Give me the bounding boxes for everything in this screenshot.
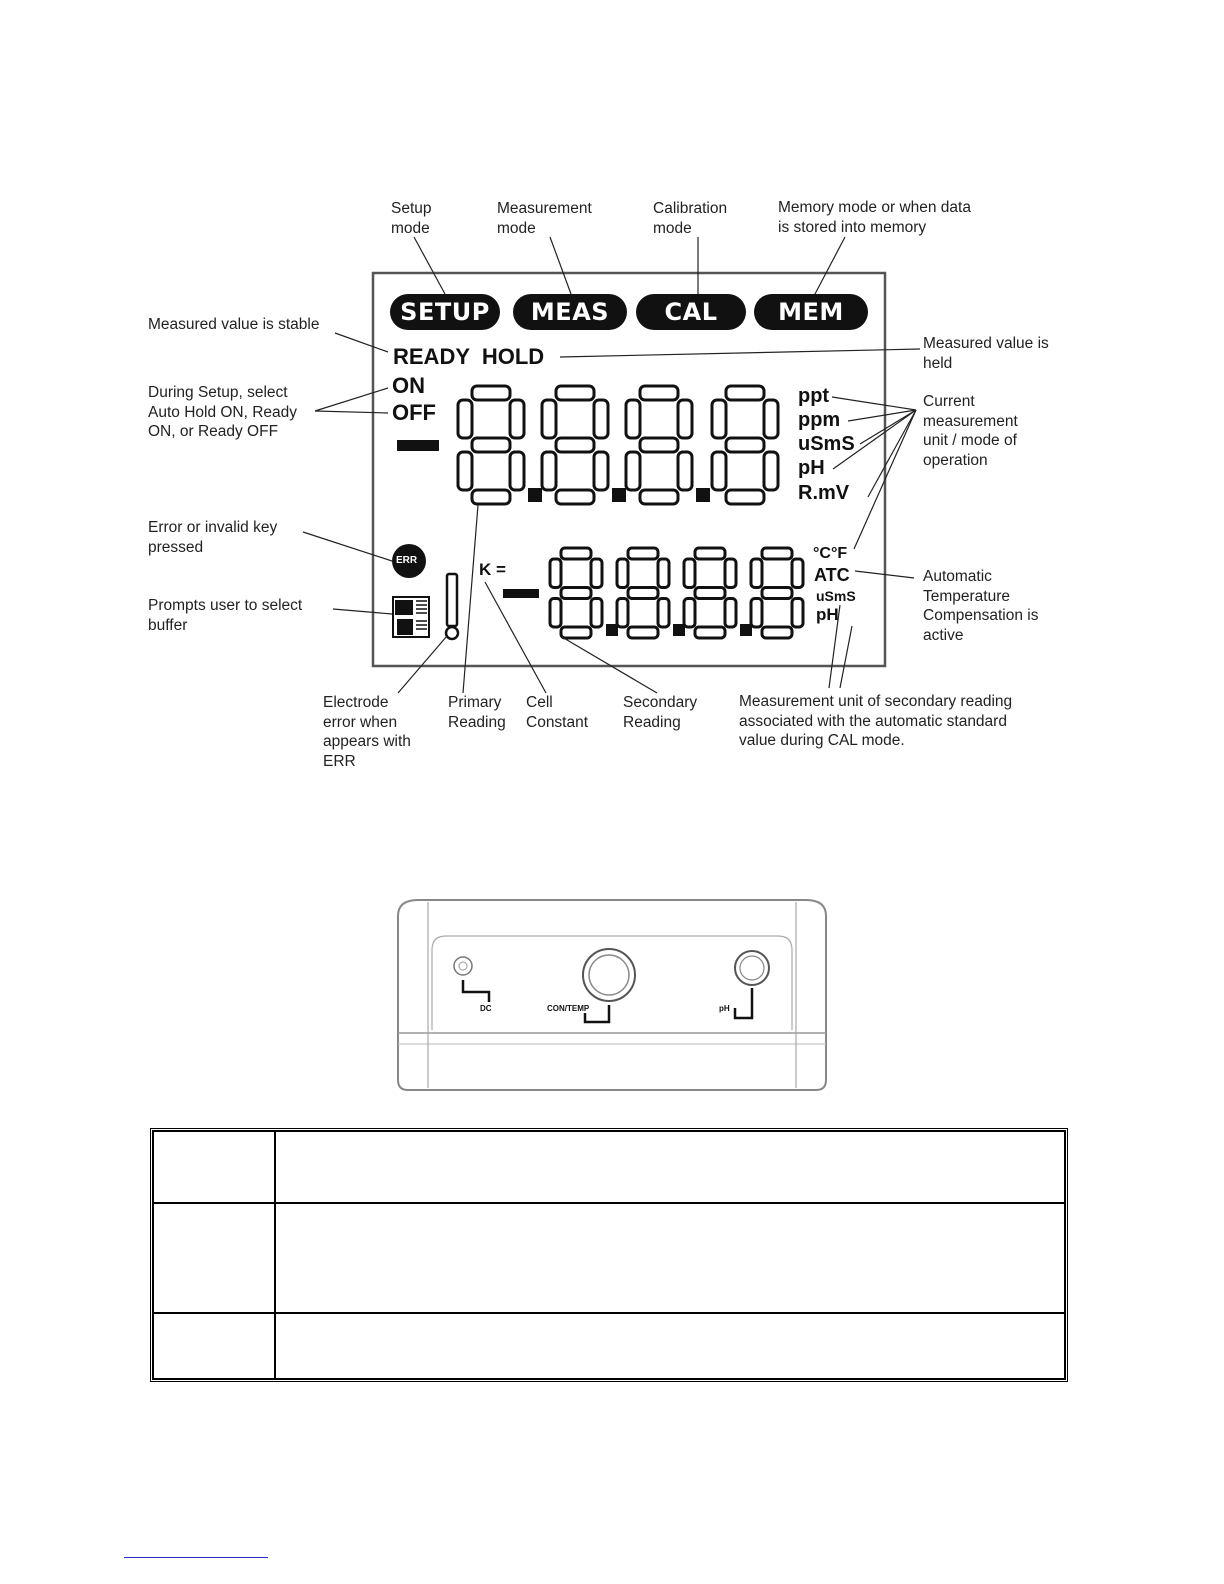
err-label: ERR [396,555,418,566]
secondary-digit-2 [617,548,669,638]
annotation-setup-mode: Setup mode [391,200,432,237]
annotation-stable: Measured value is stable [148,316,320,333]
table-cell [153,1203,275,1313]
annotation-during-setup: During Setup, select Auto Hold ON, Ready ON, or Ready OFF [148,384,298,440]
ph-connector-icon [735,951,769,1018]
annotation-current-unit: Current measurement unit / mode of operation [923,393,1018,469]
temp-unit-indicator: °C°F [813,545,848,562]
ready-hold-indicator: READY HOLD [393,344,545,369]
annotation-secondary-unit: Measurement unit of secondary reading associated with the automatic standard value during CAL mode. [739,693,1013,749]
annotation-primary-reading: Primary Reading [448,694,506,731]
table-row [153,1203,1065,1313]
meas-mode-pill: MEAS [513,294,627,330]
cell-constant-label: K = [479,560,506,579]
annotation-cell-constant: Cell Constant [526,694,589,731]
annotation-held: Measured value is held [923,335,1049,372]
unit-rmv: R.mV [798,482,850,504]
dc-port-label: DC [480,1004,492,1013]
annotation-memory-mode: Memory mode or when data is stored into memory [778,199,971,236]
secondary-digit-3 [684,548,736,638]
primary-digit-4 [712,386,778,504]
table-cell [275,1203,1065,1313]
secondary-unit-usms: uSmS [816,588,856,604]
annotation-electrode-error: Electrode error when appears with ERR [323,694,411,770]
on-indicator: ON [392,373,425,398]
primary-decimal-point-2 [612,488,626,502]
electrode-icon [446,574,458,639]
atc-indicator: ATC [814,565,850,585]
secondary-digit-4 [751,548,803,638]
annotation-measurement-mode: Measurement mode [497,200,592,237]
primary-minus-sign [397,440,439,451]
secondary-digit-1 [550,548,602,638]
table-cell [153,1313,275,1379]
mem-mode-pill: MEM [754,294,868,330]
annotation-error-key: Error or invalid key pressed [148,519,278,556]
table-cell [275,1313,1065,1379]
annotation-calibration-mode: Calibration mode [653,200,728,237]
table-row [153,1131,1065,1203]
secondary-minus-sign [503,589,539,598]
connector-description-table [150,1128,1068,1382]
annotation-secondary-reading: Secondary Reading [623,694,698,731]
primary-decimal-point-3 [696,488,710,502]
unit-ph: pH [798,457,825,479]
unit-ppt: ppt [798,385,830,407]
setup-mode-pill: SETUP [390,294,500,330]
primary-digit-2 [542,386,608,504]
unit-usms: uSmS [798,433,855,455]
primary-reading-digits [458,386,778,504]
off-indicator: OFF [392,400,436,425]
ph-port-label: pH [719,1004,730,1013]
dc-jack-icon [454,957,489,1002]
footer-link-rule [124,1557,268,1558]
secondary-unit-ph: pH [816,605,839,624]
annotation-buffer: Prompts user to select buffer [148,597,303,634]
secondary-reading-digits [550,548,803,638]
unit-ppm: ppm [798,409,841,431]
buffer-icon [393,597,429,637]
cal-mode-pill: CAL [636,294,746,330]
table-cell [153,1131,275,1203]
table-row [153,1313,1065,1379]
primary-digit-3 [626,386,692,504]
con-temp-port-label: CON/TEMP [547,1004,590,1013]
con-temp-connector-icon [583,949,635,1022]
annotation-atc-active: Automatic Temperature Compensation is active [923,568,1039,644]
table-cell [275,1131,1065,1203]
primary-digit-1 [458,386,524,504]
primary-decimal-point-1 [528,488,542,502]
